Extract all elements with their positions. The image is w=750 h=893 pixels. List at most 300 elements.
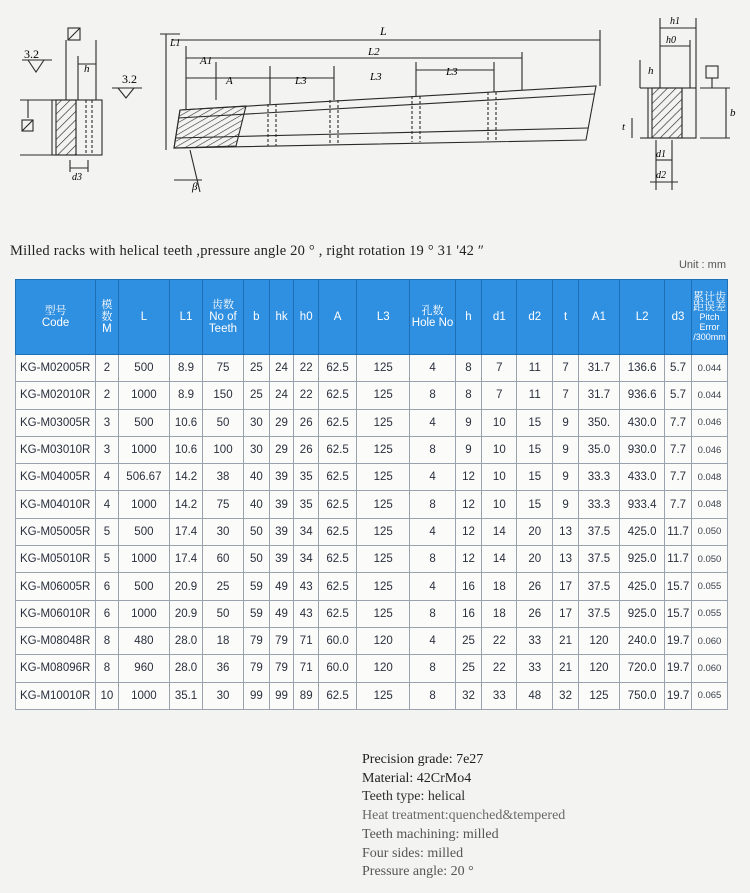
table-cell: 19.7 [665,627,692,654]
table-cell: 125 [357,573,410,600]
table-cell: 960 [118,655,169,682]
table-cell: 39 [269,546,294,573]
table-cell: 29 [269,409,294,436]
dim-beta: β [192,181,198,193]
table-cell: 71 [294,655,319,682]
table-cell: 4 [410,518,455,545]
table-cell: 925.0 [620,546,665,573]
table-cell: 10 [482,491,517,518]
table-cell: 39 [269,518,294,545]
column-header-en: Hole No [411,317,454,329]
table-row [16,655,728,682]
table-cell: 32 [553,682,579,709]
cell-code: KG-M08048R [16,627,96,654]
table-row [16,518,728,545]
table-cell: 38 [202,464,243,491]
table-cell: 16 [455,573,482,600]
table-cell: 136.6 [620,355,665,382]
unit-label: Unit : mm [678,259,726,271]
table-cell: 0.060 [691,627,727,654]
right-section-view [632,18,730,190]
table-cell: 125 [357,518,410,545]
table-caption: Milled racks with helical teeth ,pressure angle 20 ° , right rotation 19 ° 31 '42 ″ [10,243,485,259]
column-header [170,280,203,355]
column-header-cn: 模数 [101,299,113,323]
table-cell: 2 [96,382,119,409]
table-cell: 0.048 [691,464,727,491]
table-cell: 480 [118,627,169,654]
table-cell: 35 [294,464,319,491]
table-cell: 26 [517,573,553,600]
table-cell: 9 [553,491,579,518]
table-cell: 35.0 [578,436,619,463]
roughness-label-b: 3.2 [122,72,137,86]
table-cell: 43 [294,600,319,627]
table-cell: 17 [553,600,579,627]
table-cell: 30 [244,436,270,463]
table-cell: 39 [269,491,294,518]
table-cell: 5.7 [665,382,692,409]
table-row [16,355,728,382]
table-cell: 15 [517,491,553,518]
table-cell: 125 [357,546,410,573]
table-cell: 37.5 [578,546,619,573]
column-header [410,280,455,355]
dim-L1: L1 [170,38,181,49]
table-cell: 30 [202,518,243,545]
table-cell: 39 [269,464,294,491]
table-cell: 430.0 [620,409,665,436]
table-cell: 17 [553,573,579,600]
column-header [665,280,692,355]
table-cell: 19.7 [665,655,692,682]
column-header-en: No of Teeth [208,311,238,335]
table-row [16,382,728,409]
rack-side-view [160,30,600,192]
table-cell: 125 [357,491,410,518]
cell-code: KG-M06010R [16,600,96,627]
dim-t: t [622,121,626,133]
dim-h0: h0 [666,35,676,46]
table-cell: 125 [357,682,410,709]
table-cell: 500 [118,355,169,382]
table-cell: 933.4 [620,491,665,518]
table-cell: 11 [517,382,553,409]
roughness-label-a: 3.2 [24,47,39,61]
table-header-row [16,280,728,355]
column-header [16,280,96,355]
table-cell: 99 [244,682,270,709]
table-cell: 10.6 [170,409,203,436]
table-cell: 0.046 [691,436,727,463]
table-row [16,436,728,463]
column-header [553,280,579,355]
note-precision-grade: Precision grade: 7e27 [362,752,484,767]
table-cell: 8 [410,546,455,573]
table-cell: 50 [244,518,270,545]
column-header-en: Code [41,317,70,329]
table-cell: 500 [118,518,169,545]
column-header [691,280,727,355]
table-cell: 33.3 [578,464,619,491]
table-cell: 75 [202,355,243,382]
table-cell: 7 [482,355,517,382]
table-cell: 22 [294,382,319,409]
table-cell: 125 [357,382,410,409]
table-cell: 8 [410,436,455,463]
table-cell: 10 [482,409,517,436]
table-cell: 20 [517,518,553,545]
table-cell: 4 [410,573,455,600]
table-cell: 1000 [118,436,169,463]
cell-code: KG-M04010R [16,491,96,518]
table-cell: 30 [244,409,270,436]
dim-b: b [730,107,736,119]
table-cell: 0.046 [691,409,727,436]
cell-code: KG-M06005R [16,573,96,600]
table-cell: 6 [96,573,119,600]
table-cell: 26 [294,409,319,436]
cell-code: KG-M10010R [16,682,96,709]
note-material: Material: 42CrMo4 [362,770,472,786]
table-cell: 17.4 [170,518,203,545]
table-cell: 125 [357,355,410,382]
table-cell: 62.5 [319,573,357,600]
table-cell: 9 [455,409,482,436]
table-cell: 7.7 [665,491,692,518]
table-cell: 11.7 [665,518,692,545]
table-cell: 33 [482,682,517,709]
table-cell: 50 [202,600,243,627]
dim-A: A [226,75,233,87]
column-header [455,280,482,355]
table-cell: 32 [455,682,482,709]
table-cell: 37.5 [578,518,619,545]
table-cell: 7 [553,355,579,382]
table-row [16,600,728,627]
table-body [16,355,728,710]
table-cell: 34 [294,546,319,573]
dim-d1: d1 [656,149,666,160]
table-cell: 14.2 [170,464,203,491]
table-row [16,491,728,518]
table-cell: 26 [294,436,319,463]
table-cell: 125 [357,600,410,627]
column-header [96,280,119,355]
column-header [482,280,517,355]
table-cell: 75 [202,491,243,518]
table-cell: 15.7 [665,573,692,600]
table-cell: 120 [578,655,619,682]
table-cell: 500 [118,573,169,600]
table-cell: 13 [553,546,579,573]
table-cell: 62.5 [319,546,357,573]
table-cell: 0.044 [691,382,727,409]
table-cell: 1000 [118,491,169,518]
column-header-en: hk [275,311,288,323]
table-cell: 8.9 [170,382,203,409]
table-cell: 37.5 [578,573,619,600]
dim-d3: d3 [72,172,82,183]
table-cell: 750.0 [620,682,665,709]
table-cell: 12 [455,518,482,545]
table-cell: 22 [294,355,319,382]
table-cell: 8 [410,682,455,709]
column-header [244,280,270,355]
column-header-en: h0 [299,311,313,323]
dim-L: L [380,24,387,38]
table-cell: 62.5 [319,600,357,627]
table-cell: 125 [357,409,410,436]
table-cell: 36 [202,655,243,682]
table-cell: 33 [517,655,553,682]
table-cell: 1000 [118,382,169,409]
table-cell: 79 [244,627,270,654]
column-header-en: Pitch Error /300mm [693,312,726,342]
table-cell: 33 [517,627,553,654]
table-cell: 10 [96,682,119,709]
column-header-en: M [102,323,112,335]
table-cell: 150 [202,382,243,409]
table-cell: 31.7 [578,355,619,382]
table-cell: 13 [553,518,579,545]
table-cell: 50 [202,409,243,436]
table-cell: 936.6 [620,382,665,409]
dim-L3-a: L3 [295,75,307,87]
cell-code: KG-M02005R [16,355,96,382]
table-cell: 18 [202,627,243,654]
cell-code: KG-M04005R [16,464,96,491]
table-cell: 8 [410,382,455,409]
table-cell: 40 [244,464,270,491]
table-cell: 28.0 [170,627,203,654]
table-cell: 10 [482,464,517,491]
table-cell: 25 [455,655,482,682]
table-cell: 3 [96,409,119,436]
dim-h-left: h [84,63,90,75]
column-header-en: d3 [671,311,685,323]
table-cell: 125 [357,464,410,491]
table-row [16,546,728,573]
table-cell: 0.044 [691,355,727,382]
table-cell: 62.5 [319,518,357,545]
table-cell: 720.0 [620,655,665,682]
column-header-en: d1 [492,311,506,323]
table-cell: 62.5 [319,409,357,436]
table-cell: 59 [244,600,270,627]
table-cell: 506.67 [118,464,169,491]
table-cell: 60.0 [319,627,357,654]
table-cell: 62.5 [319,682,357,709]
table-cell: 15.7 [665,600,692,627]
table-cell: 20 [517,546,553,573]
table-cell: 0.050 [691,546,727,573]
dim-L2: L2 [368,46,380,58]
spec-notes [362,751,565,882]
column-header-en: A [333,311,342,323]
table-cell: 34 [294,518,319,545]
table-cell: 500 [118,409,169,436]
table-cell: 0.050 [691,518,727,545]
table-cell: 8 [96,655,119,682]
table-cell: 1000 [118,682,169,709]
table-cell: 0.060 [691,655,727,682]
table-cell: 12 [455,546,482,573]
table-cell: 14.2 [170,491,203,518]
table-cell: 33.3 [578,491,619,518]
spec-table [15,279,728,710]
column-header-en: L [140,311,148,323]
column-header [517,280,553,355]
table-cell: 4 [410,464,455,491]
table-cell: 425.0 [620,573,665,600]
table-cell: 120 [357,627,410,654]
table-cell: 35.1 [170,682,203,709]
table-cell: 25 [202,573,243,600]
column-header [620,280,665,355]
table-cell: 8 [455,355,482,382]
table-cell: 9 [553,409,579,436]
column-header [319,280,357,355]
cell-code: KG-M03010R [16,436,96,463]
column-header [269,280,294,355]
column-header-cn: 齿数 [212,299,234,311]
table-cell: 7 [482,382,517,409]
table-cell: 350. [578,409,619,436]
table-cell: 10 [482,436,517,463]
table-cell: 62.5 [319,436,357,463]
table-cell: 8 [96,627,119,654]
table-cell: 11 [517,355,553,382]
table-cell: 22 [482,627,517,654]
table-cell: 433.0 [620,464,665,491]
column-header-en: b [253,311,260,323]
table-cell: 2 [96,355,119,382]
table-cell: 930.0 [620,436,665,463]
table-cell: 12 [455,464,482,491]
table-row [16,573,728,600]
table-cell: 4 [96,464,119,491]
table-cell: 11.7 [665,546,692,573]
table-cell: 59 [244,573,270,600]
dim-h-right: h [648,65,654,77]
column-header [118,280,169,355]
table-cell: 21 [553,655,579,682]
table-cell: 29 [269,436,294,463]
note-four-sides: Four sides: milled [362,845,464,861]
table-cell: 24 [269,355,294,382]
dim-A1: A1 [200,55,213,67]
table-cell: 48 [517,682,553,709]
table-cell: 26 [517,600,553,627]
column-header-en: A1 [591,311,606,323]
column-header [578,280,619,355]
cell-code: KG-M05005R [16,518,96,545]
cell-code: KG-M03005R [16,409,96,436]
table-cell: 9 [553,436,579,463]
table-cell: 5.7 [665,355,692,382]
table-cell: 89 [294,682,319,709]
note-teeth-type: Teeth type: helical [362,789,466,805]
column-header [294,280,319,355]
column-header [357,280,410,355]
table-cell: 8 [455,382,482,409]
table-cell: 79 [244,655,270,682]
cell-code: KG-M05010R [16,546,96,573]
technical-drawings [0,0,750,232]
table-cell: 7 [553,382,579,409]
table-cell: 30 [202,682,243,709]
table-cell: 49 [269,600,294,627]
table-cell: 50 [244,546,270,573]
table-cell: 9 [455,436,482,463]
table-cell: 120 [578,627,619,654]
column-header-cn: 累计齿距误差 [692,291,726,313]
table-cell: 21 [553,627,579,654]
table-cell: 0.048 [691,491,727,518]
column-header-en: L1 [179,311,193,323]
table-cell: 12 [455,491,482,518]
dim-d2: d2 [656,170,666,181]
dim-h1: h1 [670,16,680,27]
table-cell: 0.055 [691,600,727,627]
table-cell: 14 [482,546,517,573]
note-pressure-angle: Pressure angle: 20 ° [362,864,474,880]
table-cell: 4 [96,491,119,518]
table-cell: 0.055 [691,573,727,600]
table-cell: 0.065 [691,682,727,709]
column-header [202,280,243,355]
table-cell: 62.5 [319,491,357,518]
table-cell: 425.0 [620,518,665,545]
table-cell: 5 [96,518,119,545]
table-cell: 25 [244,355,270,382]
table-row [16,627,728,654]
table-cell: 25 [244,382,270,409]
table-cell: 9 [553,464,579,491]
table-cell: 60.0 [319,655,357,682]
table-row [16,464,728,491]
table-cell: 62.5 [319,464,357,491]
cell-code: KG-M02010R [16,382,96,409]
table-cell: 99 [269,682,294,709]
table-cell: 8 [410,491,455,518]
table-cell: 6 [96,600,119,627]
column-header-en: L3 [376,311,390,323]
table-cell: 4 [410,409,455,436]
table-cell: 16 [455,600,482,627]
table-cell: 24 [269,382,294,409]
table-cell: 28.0 [170,655,203,682]
column-header-cn: 孔数 [421,305,444,317]
table-cell: 7.7 [665,436,692,463]
table-cell: 40 [244,491,270,518]
note-heat-treatment: Heat treatment:quenched&tempered [362,808,566,824]
table-cell: 8 [410,600,455,627]
table-cell: 60 [202,546,243,573]
table-cell: 240.0 [620,627,665,654]
table-cell: 8.9 [170,355,203,382]
table-cell: 71 [294,627,319,654]
table-cell: 14 [482,518,517,545]
table-cell: 18 [482,600,517,627]
table-cell: 8 [410,655,455,682]
table-cell: 22 [482,655,517,682]
table-cell: 4 [410,355,455,382]
column-header-cn: 型号 [44,305,67,317]
table-cell: 5 [96,546,119,573]
table-cell: 37.5 [578,600,619,627]
